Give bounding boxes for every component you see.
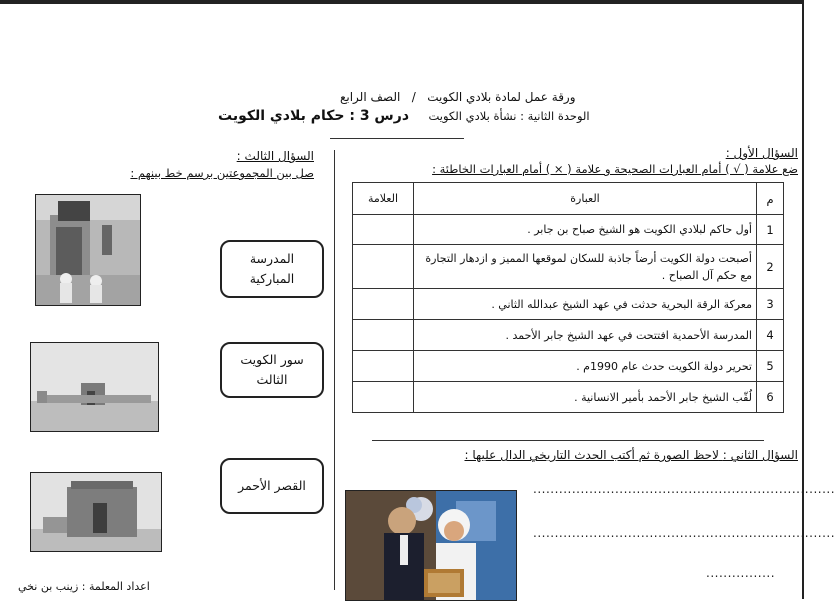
match-box-line1: المدرسة (249, 251, 295, 266)
q1-table-header (353, 183, 784, 215)
q3-photo-school (35, 194, 141, 306)
q2-instruction: لاحظ الصورة ثم أكتب الحدث التاريخي الدال عليها : (464, 448, 719, 462)
header-separator: / (411, 90, 416, 104)
row-answer-cell[interactable] (353, 320, 414, 351)
row-answer-cell[interactable] (353, 351, 414, 382)
lesson-header (218, 108, 590, 124)
match-box-line1: القصر الأحمر (238, 478, 306, 493)
row-num: 5 (757, 351, 784, 382)
grade-label: الصف الرابع (340, 90, 401, 104)
row-num: 2 (757, 245, 784, 289)
city-wall-icon (31, 343, 158, 431)
q2-title: السؤال الثاني : (722, 448, 798, 462)
page-top-border (0, 0, 804, 4)
q1-col-mark: العلامة (353, 183, 414, 215)
q1-instruction: ضع علامة ( √ ) أمام العبارات الصحيحة و علامة ( × ) أمام العبارات الخاطئة : (432, 162, 798, 176)
q2-answer-line-2[interactable]: ...................................................................... (533, 526, 835, 540)
q3-photo-palace (30, 472, 162, 552)
row-num: 3 (757, 289, 784, 320)
unit-label: الوحدة الثانية : نشأة بلادي الكويت (428, 109, 590, 123)
lesson-title: درس 3 : حكام بلادي الكويت (218, 108, 409, 124)
row-answer-cell[interactable] (353, 215, 414, 245)
q2-divider (372, 440, 764, 441)
q3-title: السؤال الثالث : (236, 149, 314, 163)
q2-heading (465, 448, 799, 462)
row-answer-cell[interactable] (353, 289, 414, 320)
match-box-palace[interactable] (220, 458, 324, 514)
ceremony-photo-icon (346, 491, 516, 600)
q1-table (352, 182, 784, 413)
q1-col-num: م (757, 183, 784, 215)
q2-answer-line-1[interactable]: ...................................................................... (533, 482, 835, 496)
row-statement: أول حاكم لبلادي الكويت هو الشيخ صباح بن جابر . (414, 215, 757, 245)
footer-author: اعداد المعلمة : زينب بن نخي (18, 580, 150, 593)
q3-photo-wall (30, 342, 159, 432)
row-statement: المدرسة الأحمدية افتتحت في عهد الشيخ جابر الأحمد . (414, 320, 757, 351)
row-num: 1 (757, 215, 784, 245)
table-row (353, 382, 784, 413)
row-num: 6 (757, 382, 784, 413)
q2-photo (345, 490, 517, 601)
row-answer-cell[interactable] (353, 382, 414, 413)
match-box-mubarakiya[interactable] (220, 240, 324, 298)
row-statement: أصبحت دولة الكويت أرضاً جاذبة للسكان لموقعها المميز و ازدهار التجارة مع حكم آل الصباح . (414, 245, 757, 289)
row-statement: تحرير دولة الكويت حدث عام 1990م . (414, 351, 757, 382)
table-row (353, 215, 784, 245)
match-box-line2: الثالث (256, 372, 288, 387)
match-box-line2: المباركية (249, 271, 295, 286)
q3-instruction: صل بين المجموعتين برسم خط بينهم : (130, 166, 314, 180)
column-divider (334, 150, 335, 590)
row-num: 4 (757, 320, 784, 351)
row-statement: معركة الرقة البحرية حدثت في عهد الشيخ عبدالله الثاني . (414, 289, 757, 320)
q1-title: السؤال الأول : (725, 146, 798, 160)
worksheet-header (340, 90, 576, 104)
header-divider (330, 138, 464, 139)
q2-answer-line-3[interactable]: ................ (706, 566, 776, 580)
match-box-wall[interactable] (220, 342, 324, 398)
row-statement: لُقّب الشيخ جابر الأحمد بأمير الانسانية . (414, 382, 757, 413)
school-building-icon (36, 195, 140, 305)
match-box-line1: سور الكويت (240, 352, 304, 367)
page-right-border (802, 0, 804, 599)
worksheet-title: ورقة عمل لمادة بلادي الكويت (427, 90, 576, 104)
table-row (353, 320, 784, 351)
table-row (353, 351, 784, 382)
q1-col-statement: العبارة (414, 183, 757, 215)
red-palace-icon (31, 473, 161, 551)
table-row (353, 245, 784, 289)
table-row (353, 289, 784, 320)
row-answer-cell[interactable] (353, 245, 414, 289)
